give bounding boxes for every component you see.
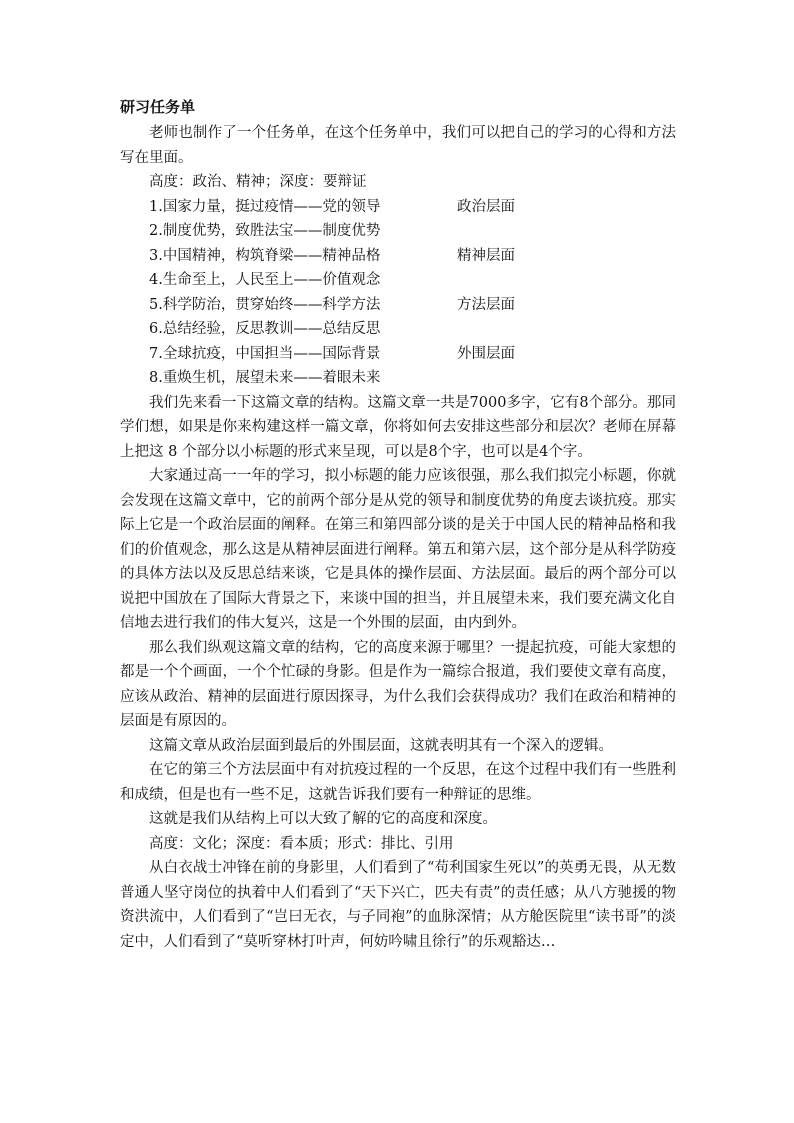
intro-paragraph: 老师也制作了一个任务单，在这个任务单中，我们可以把自己的学习的心得和方法写在里面。 bbox=[120, 125, 676, 166]
subtitle-height-depth-1: 高度：政治、精神；深度：要辩证 bbox=[149, 174, 367, 190]
outline-item-text: 7.全球抗疫，中国担当——国际背景 bbox=[149, 345, 381, 362]
outline-item-text: 1.国家力量，挺过疫情——党的领导 bbox=[149, 198, 381, 215]
body-paragraph: 那么我们纵观这篇文章的结构，它的高度来源于哪里？一提起抗疫，可能大家想的都是一个个画面，一个个忙碌的身影。但是作为一篇综合报道，我们要使文章有高度，应该从政治、精神的层面进行原因探寻，为什么我们会获得成功？我们在政治和精神的层面是有原因的。 bbox=[120, 639, 676, 729]
subtitle-height-depth-2: 高度：文化；深度：看本质；形式：排比、引用 bbox=[149, 835, 454, 852]
outline-item bbox=[120, 366, 676, 391]
body-paragraph: 这篇文章从政治层面到最后的外围层面，这就表明其有一个深入的逻辑。 bbox=[149, 737, 613, 754]
outline-item bbox=[120, 195, 676, 220]
document-title: 研习任务单 bbox=[120, 98, 196, 116]
outline-item bbox=[120, 293, 676, 318]
outline-item-text: 5.科学防治，贯穿始终——科学方法 bbox=[149, 296, 381, 313]
outline-item bbox=[120, 219, 676, 244]
outline-item-layer: 精神层面 bbox=[457, 247, 515, 264]
outline-item-layer: 政治层面 bbox=[457, 198, 515, 215]
outline-item bbox=[120, 244, 676, 269]
document-page bbox=[120, 95, 676, 954]
outline-item-text: 2.制度优势，致胜法宝——制度优势 bbox=[149, 223, 381, 239]
outline-item-layer: 外围层面 bbox=[457, 345, 515, 362]
outline-item-text: 4.生命至上，人民至上——价值观念 bbox=[149, 272, 381, 288]
outline-item-layer: 方法层面 bbox=[457, 296, 515, 313]
outline-item-text: 6.总结经验，反思教训——总结反思 bbox=[149, 321, 381, 337]
outline-item-text: 3.中国精神，构筑脊梁——精神品格 bbox=[149, 247, 381, 264]
outline-item bbox=[120, 317, 676, 342]
final-paragraph: 从白衣战士冲锋在前的身影里，人们看到了“苟利国家生死以”的英勇无畏，从无数普通人坚守岗位的执着中人们看到了“天下兴亡，匹夫有责”的责任感；从八方驰援的物资洪流中，人们看到了“岂曰无衣，与子同袍”的血脉深情；从方舱医院里“读书哥”的淡定中，人们看到了“莫听穿林打叶声，何妨吟啸且徐行”的乐观豁达… bbox=[120, 860, 676, 950]
body-paragraph: 大家通过高一一年的学习，拟小标题的能力应该很强，那么我们拟完小标题，你就会发现在这篇文章中，它的前两个部分是从党的领导和制度优势的角度去谈抗疫。那实际上它是一个政治层面的阐释。在第三和第四部分谈的是关于中国人民的精神品格和我们的价值观念，那么这是从精神层面进行阐释。第五和第六层，这个部分是从科学防疫的具体方法以及反思总结来谈，它是具体的操作层面、方法层面。最后的两个部分可以说把中国放在了国际大背景之下，来谈中国的担当，并且展望未来，我们要充满文化自信地去进行我们的伟大复兴，这是一个外围的层面，由内到外。 bbox=[120, 468, 676, 631]
outline-item-text: 8.重焕生机，展望未来——着眼未来 bbox=[149, 370, 381, 386]
body-paragraph: 在它的第三个方法层面中有对抗疫过程的一个反思，在这个过程中我们有一些胜利和成绩，但是也有一些不足，这就告诉我们要有一种辩证的思维。 bbox=[120, 762, 676, 803]
body-paragraph: 这就是我们从结构上可以大致了解的它的高度和深度。 bbox=[149, 811, 497, 827]
outline-item bbox=[120, 342, 676, 367]
outline-list bbox=[120, 195, 676, 391]
outline-item bbox=[120, 268, 676, 293]
body-paragraph: 我们先来看一下这篇文章的结构。这篇文章一共是7000多字，它有8个部分。那同学们想，如果是你来构建这样一篇文章，你将如何去安排这些部分和层次？老师在屏幕上把这 8 个部分以小标题的形式来呈现，可以是8个字，也可以是4个字。 bbox=[120, 394, 676, 460]
